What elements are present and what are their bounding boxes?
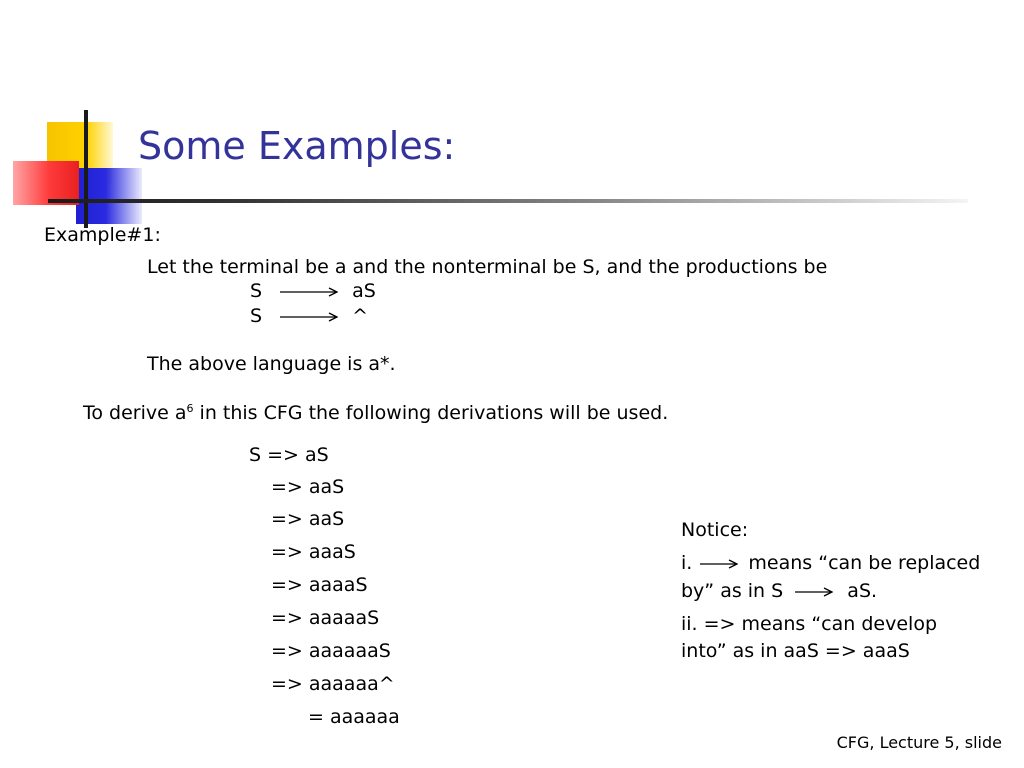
derivation-step: => aaaaaS xyxy=(271,607,380,629)
notice-heading: Notice: xyxy=(681,519,749,541)
decor-vertical-line xyxy=(84,110,88,228)
production-lhs: S xyxy=(250,280,263,302)
title-underline xyxy=(48,199,968,203)
notice-item-1-line-2 xyxy=(681,580,877,602)
derive-line xyxy=(83,402,668,424)
derivation-step: => aaaS xyxy=(271,541,356,563)
derive-exponent: 6 xyxy=(186,402,194,415)
notice-item-2-line-1: ii. => means “can develop xyxy=(681,613,937,635)
derive-suffix: in this CFG the following derivations will be used. xyxy=(193,402,669,424)
example-label: Example#1: xyxy=(44,224,161,246)
notice-item-1 xyxy=(681,552,980,574)
production-rhs: ^ xyxy=(352,305,369,327)
derivation-step: => aaaaaaS xyxy=(271,640,391,662)
slide-title: Some Examples: xyxy=(138,124,456,168)
production-2 xyxy=(250,305,368,327)
derivation-step: => aaaaaa^ xyxy=(271,673,395,695)
derive-prefix: To derive a xyxy=(83,402,187,424)
derivation-step: S => aS xyxy=(249,444,329,466)
slide-footer: CFG, Lecture 5, slide xyxy=(836,733,1002,752)
language-line: The above language is a*. xyxy=(147,353,396,375)
right-arrow-icon xyxy=(700,558,738,570)
right-arrow-icon xyxy=(280,286,338,298)
derivation-step: => aaS xyxy=(271,508,345,530)
production-rhs: aS xyxy=(352,280,376,302)
notice-item-1-line-2-suffix: aS. xyxy=(847,580,878,602)
notice-item-2-line-2: into” as in aaS => aaaS xyxy=(681,640,910,662)
production-lhs: S xyxy=(250,305,263,327)
notice-item-1-prefix: i. xyxy=(681,552,693,574)
derivation-step: = aaaaaa xyxy=(308,706,400,728)
intro-line: Let the terminal be a and the nonterminal be S, and the productions be xyxy=(147,256,828,278)
derivation-step: => aaaaS xyxy=(271,574,368,596)
notice-item-1-line-2-prefix: by” as in S xyxy=(681,580,784,602)
derivation-step: => aaS xyxy=(271,476,345,498)
right-arrow-icon xyxy=(280,311,338,323)
production-1 xyxy=(250,280,376,302)
notice-item-1-text: means “can be replaced xyxy=(748,552,981,574)
right-arrow-icon xyxy=(795,586,833,598)
